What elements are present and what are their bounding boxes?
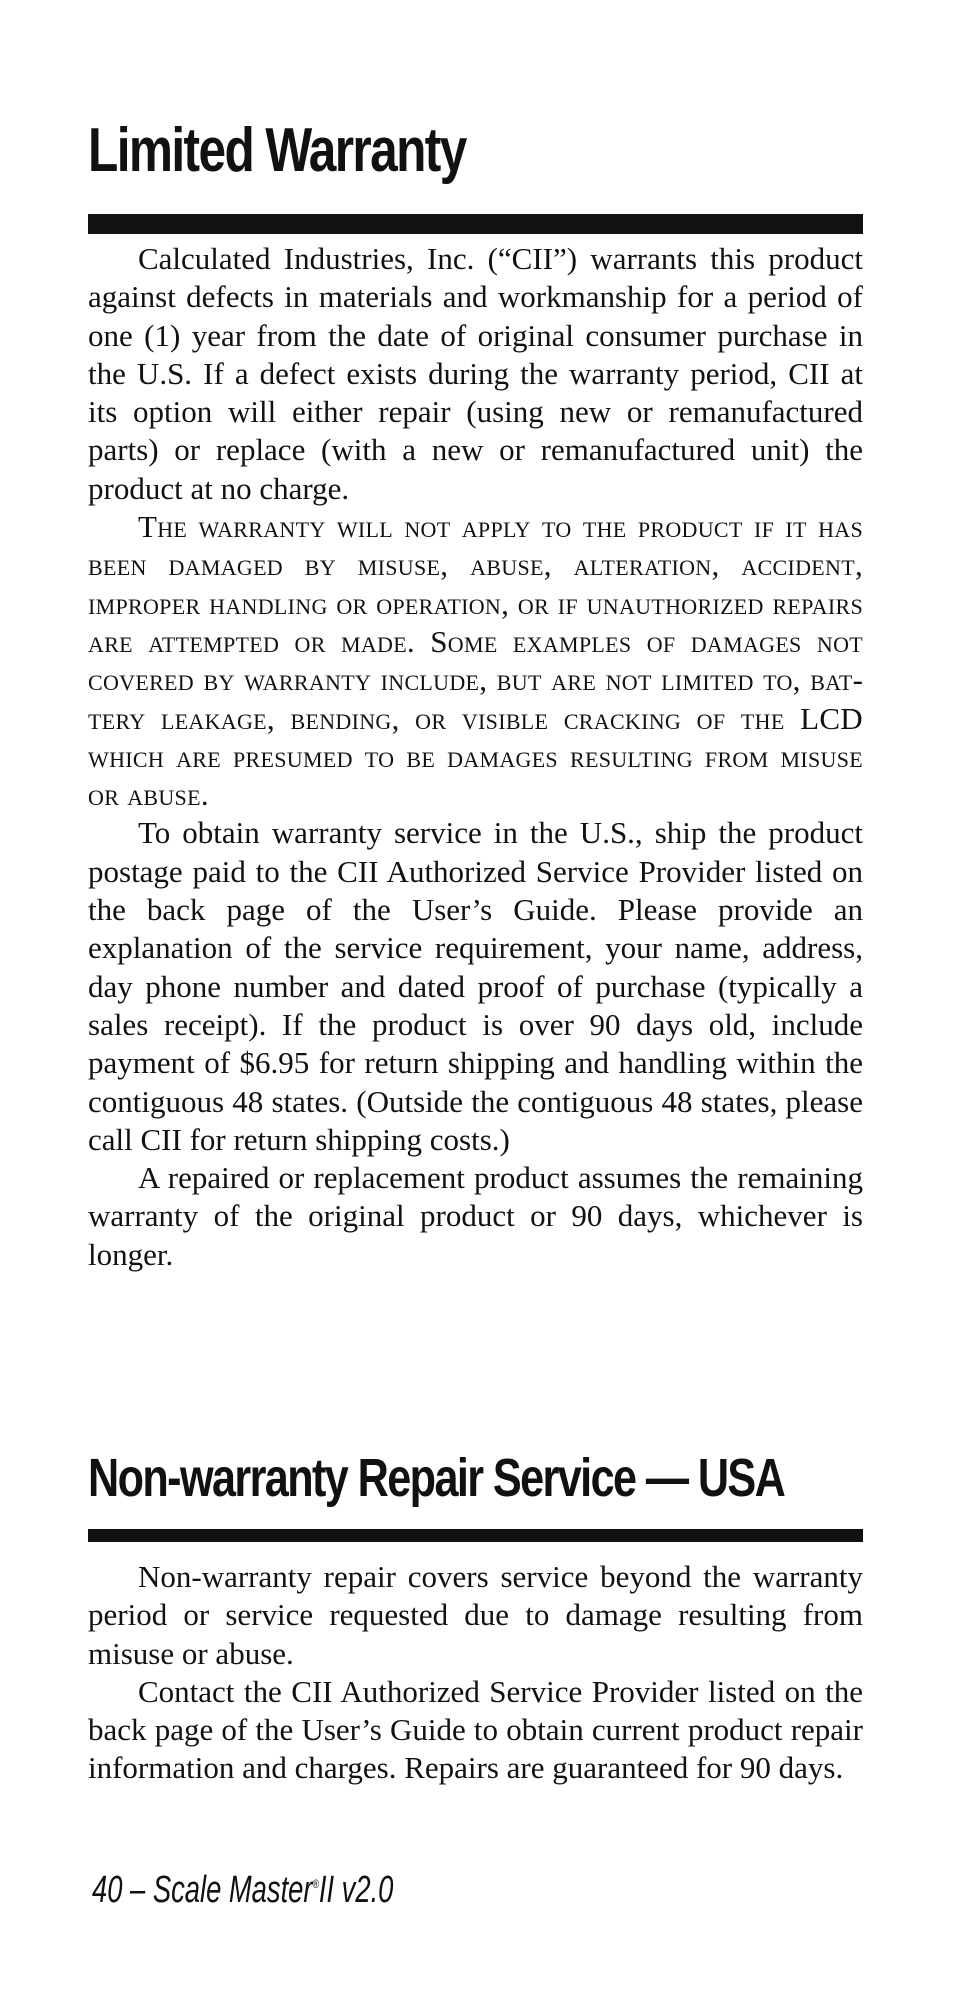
limited-warranty-body — [88, 240, 863, 1274]
heading-rule — [88, 214, 863, 234]
non-warranty-contact-paragraph: Contact the CII Authorized Service Provider listed on the back page of the User’s Guide to obtain current product repair information and charges. Repairs are guaranteed for 90 days. — [88, 1673, 863, 1786]
page-footer — [92, 1869, 393, 1912]
warranty-exclusions-paragraph: The warranty will not apply to the product if it has been damaged by misuse, abuse, alteration, accident, improper handling or operation, or if unauthorized repairs are attempted or made. Some examples of damages not covered by warranty include, but are not limited to, battery leakage, bending, or visible cracking of the LCD which are presumed to be damages resulting from misuse or abuse. — [88, 509, 863, 813]
non-warranty-body — [88, 1558, 863, 1788]
warranty-replacement-paragraph: A repaired or replacement product assumes the remaining warranty of the original product or 90 days, whichever is longer. — [88, 1160, 863, 1272]
warranty-paragraph: Calculated Industries, Inc. (“CII”) warrants this product against defects in materials and workmanship for a period of one (1) year from the date of original consumer purchase in the U.S. If a defect exists during the warranty period, CII at its option will either repair (using new or remanufactured parts) or replace (with a new or remanufactured unit) the product at no charge. — [88, 241, 863, 506]
warranty-service-paragraph: To obtain warranty service in the U.S., ship the product postage paid to the CII Authorized Service Provider listed on the back page of the User’s Guide. Please provide an explanation of the service requirement, your name, address, day phone number and dated proof of purchase (typically a sales receipt). If the product is over 90 days old, include payment of $6.95 for return shipping and handling within the contiguous 48 states. (Outside the contiguous 48 states, please call CII for return shipping costs.) — [88, 815, 863, 1157]
non-warranty-heading: Non-warranty Repair Service — USA — [88, 1448, 785, 1508]
heading-rule — [88, 1529, 863, 1542]
non-warranty-paragraph: Non-warranty repair covers service beyond the warranty period or service requested due to damage resulting from misuse or abuse. — [88, 1559, 863, 1671]
footer-prefix: 40 – Scale Master — [92, 1869, 313, 1911]
limited-warranty-heading: Limited Warranty — [88, 116, 466, 185]
registered-mark: ® — [312, 1877, 319, 1891]
footer-suffix: II v2.0 — [318, 1869, 394, 1911]
